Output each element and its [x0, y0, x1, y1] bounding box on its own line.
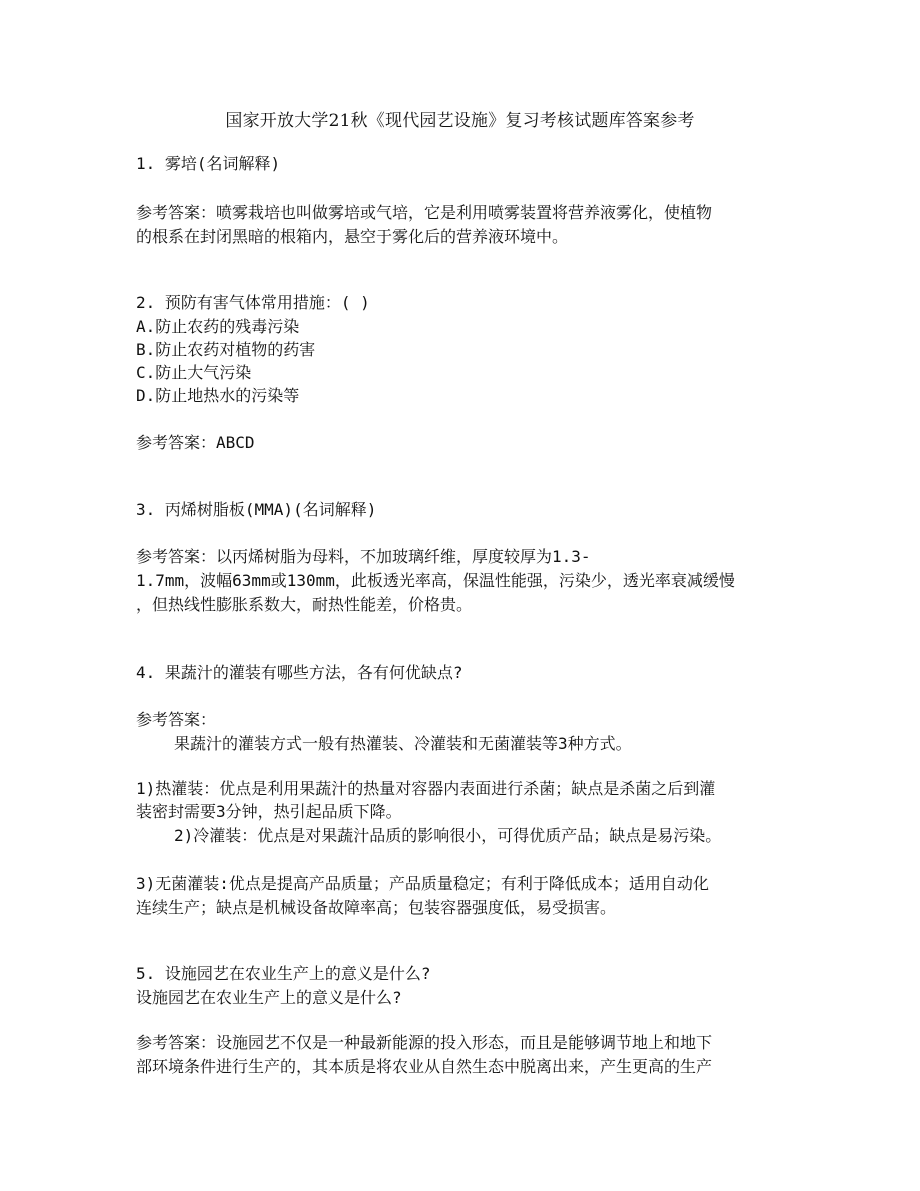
answer-1-line-1: 参考答案：喷雾栽培也叫做雾培或气培，它是利用喷雾装置将营养液雾化，使植物 [136, 203, 713, 222]
document-title: 国家开放大学21秋《现代园艺设施》复习考核试题库答案参考 [225, 111, 695, 131]
answer-5-line-2: 部环境条件进行生产的，其本质是将农业从自然生态中脱离出来，产生更高的生产 [136, 1057, 713, 1076]
answer-3-line-1: 参考答案：以丙烯树脂为母料，不加玻璃纤维，厚度较厚为1.3- [136, 547, 591, 566]
option-b: B.防止农药对植物的药害 [136, 340, 316, 359]
option-a: A.防止农药的残毒污染 [136, 317, 300, 336]
answer-1-line-2: 的根系在封闭黑暗的根箱内，悬空于雾化后的营养液环境中。 [136, 227, 569, 246]
answer-5-line-1: 参考答案：设施园艺不仅是一种最新能源的投入形态，而且是能够调节地上和地下 [136, 1033, 713, 1052]
question-2: 2. 预防有害气体常用措施：( ) [136, 293, 370, 312]
answer-4-aseptic-line-2: 连续生产；缺点是机械设备故障率高；包装容器强度低，易受损害。 [136, 898, 617, 917]
option-c: C.防止大气污染 [136, 363, 252, 382]
question-3: 3. 丙烯树脂板(MMA)(名词解释) [136, 500, 377, 519]
question-5-repeat: 设施园艺在农业生产上的意义是什么? [136, 988, 402, 1007]
answer-4-hot-line-1: 1)热灌装：优点是利用果蔬汁的热量对容器内表面进行杀菌；缺点是杀菌之后到灌 [136, 779, 716, 798]
answer-3-line-3: ，但热线性膨胀系数大，耐热性能差，价格贵。 [136, 595, 473, 614]
answer-4-aseptic-line-1: 3)无菌灌装:优点是提高产品质量；产品质量稳定；有利于降低成本；适用自动化 [136, 874, 709, 893]
question-1: 1. 雾培(名词解释) [136, 154, 281, 173]
answer-4-intro: 果蔬汁的灌装方式一般有热灌装、冷灌装和无菌灌装等3种方式。 [174, 734, 632, 753]
option-d: D.防止地热水的污染等 [136, 386, 300, 405]
answer-4-label: 参考答案： [136, 710, 217, 729]
answer-2: 参考答案：ABCD [136, 433, 255, 452]
answer-3-line-2: 1.7mm，波幅63mm或130mm，此板透光率高，保温性能强，污染少，透光率衰减缓慢 [136, 571, 735, 590]
question-4: 4. 果蔬汁的灌装有哪些方法，各有何优缺点? [136, 663, 463, 682]
answer-4-hot-line-2: 装密封需要3分钟，热引起品质下降。 [136, 802, 402, 821]
answer-4-cold: 2)冷灌装：优点是对果蔬汁品质的影响很小，可得优质产品；缺点是易污染。 [174, 826, 722, 845]
question-5: 5. 设施园艺在农业生产上的意义是什么? [136, 964, 431, 983]
